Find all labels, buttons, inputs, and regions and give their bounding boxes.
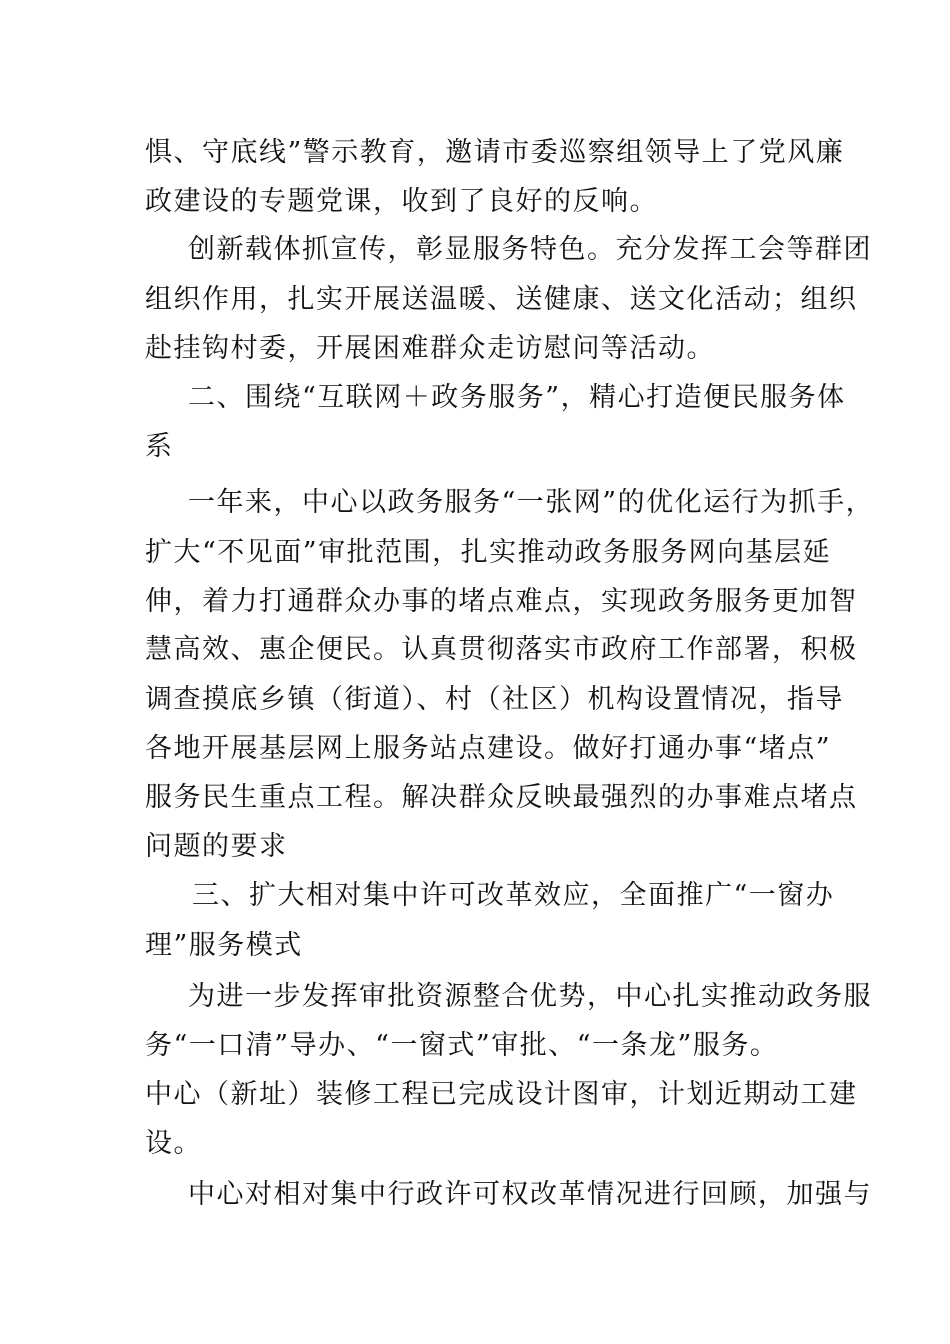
section-heading: 三、扩大相对集中许可改革效应，全面推广“一窗办 [192,880,835,911]
text-line: 扩大“不见面”审批范围，扎实推动政务服务网向基层延 [145,537,832,568]
section-heading-continued: 理”服务模式 [145,930,303,961]
text-line: 各地开展基层网上服务站点建设。做好打通办事“堵点” [145,733,832,764]
section-heading-continued: 系 [145,431,174,462]
text-line: 务“一口清”导办、“一窗式”审批、“一条龙”服务。 [145,1030,779,1061]
text-line: 伸，着力打通群众办事的堵点难点，实现政务服务更加智 [145,586,858,617]
text-line: 组织作用，扎实开展送温暖、送健康、送文化活动；组织 [145,284,858,315]
text-line: 赴挂钩村委，开展困难群众走访慰问等活动。 [145,333,715,364]
text-line: 中心（新址）装修工程已完成设计图审，计划近期动工建 [145,1079,858,1110]
text-line: 政建设的专题党课，收到了良好的反响。 [145,186,658,217]
text-line: 调查摸底乡镇（街道）、村（社区）机构设置情况，指导 [145,684,844,715]
text-line: 惧、守底线”警示教育，邀请市委巡察组领导上了党风廉 [145,137,845,168]
text-line: 慧高效、惠企便民。认真贯彻落实市政府工作部署，积极 [145,634,858,665]
text-line: 设。 [145,1128,202,1159]
text-line: 服务民生重点工程。解决群众反映最强烈的办事难点堵点 [145,782,858,813]
section-heading: 二、围绕“互联网＋政务服务”，精心打造便民服务体 [188,382,846,413]
paragraph-start: 中心对相对集中行政许可权改革情况进行回顾，加强与 [188,1179,872,1210]
paragraph-start: 一年来，中心以政务服务“一张网”的优化运行为抓手， [188,487,875,518]
paragraph-start: 为进一步发挥审批资源整合优势，中心扎实推动政务服 [188,981,872,1012]
paragraph-start: 创新载体抓宣传，彰显服务特色。充分发挥工会等群团 [188,234,872,265]
text-line: 问题的要求 [145,831,288,862]
